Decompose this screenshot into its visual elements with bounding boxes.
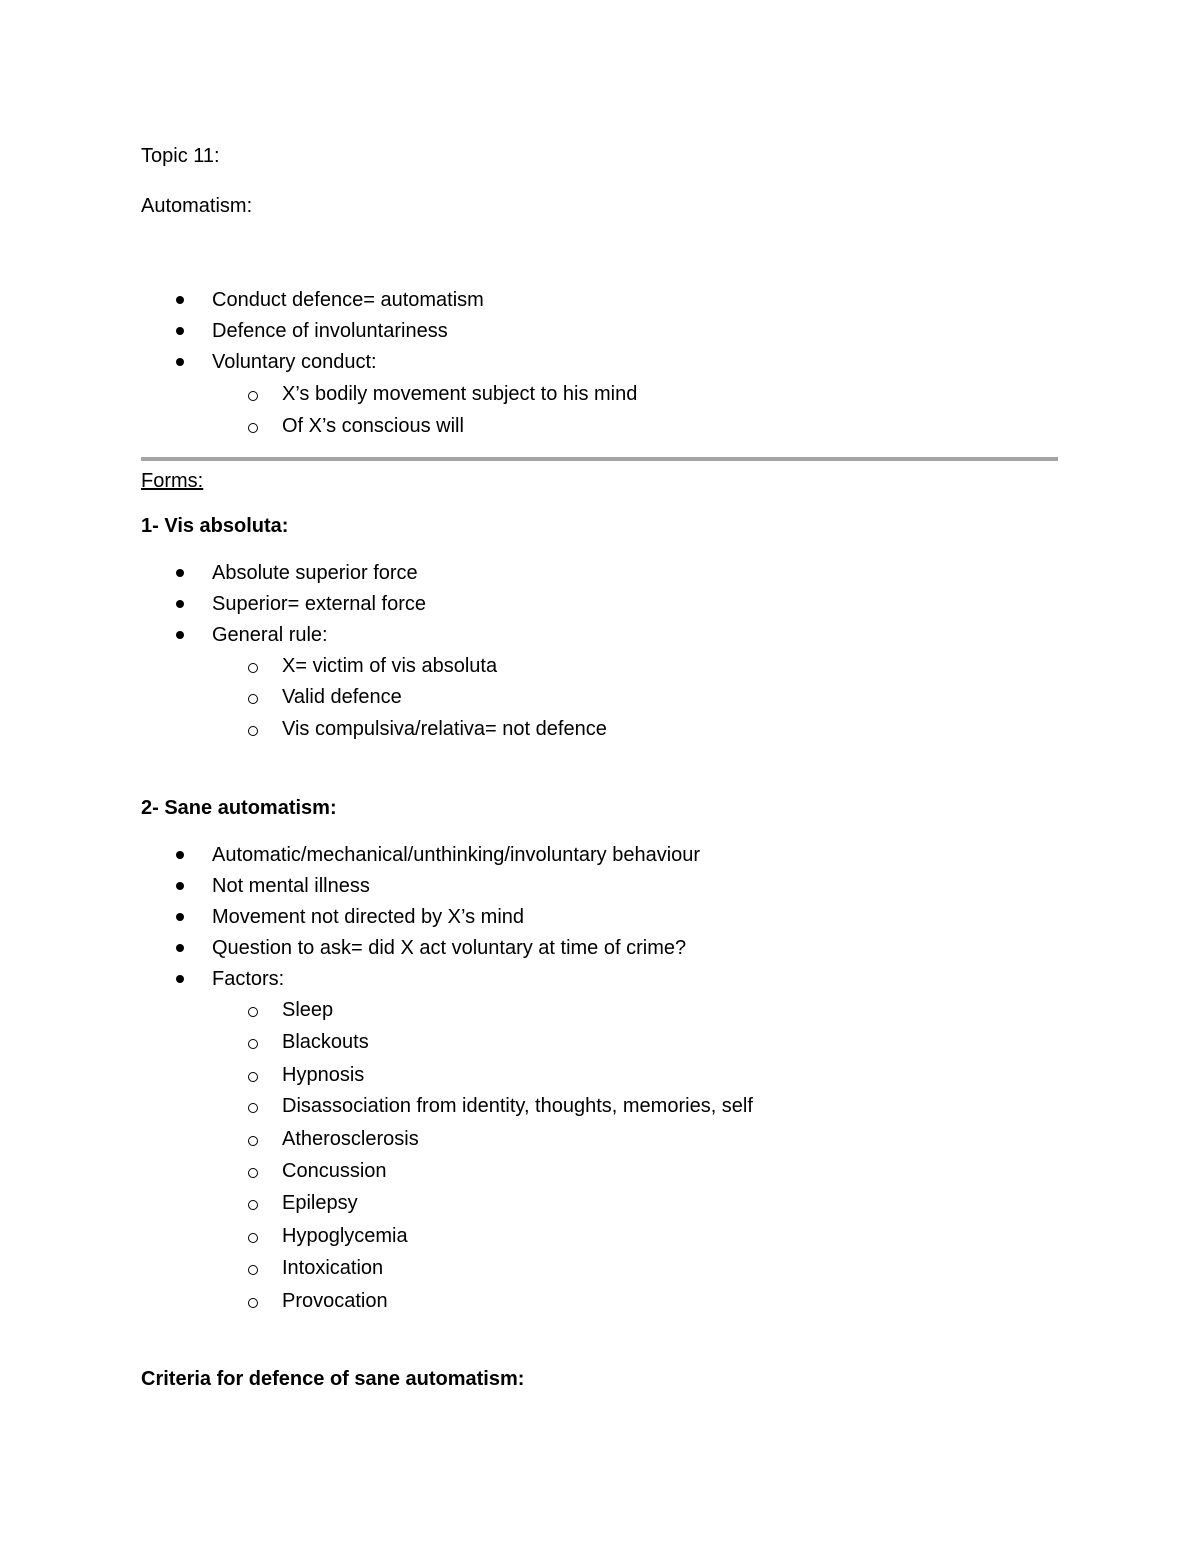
bullet-icon — [176, 913, 184, 921]
bullet-icon — [176, 944, 184, 952]
list-item: Movement not directed by X’s mind — [212, 906, 525, 928]
list-item: Defence of involuntariness — [212, 320, 448, 342]
factor-item: Disassociation from identity, thoughts, memories, self — [282, 1095, 753, 1117]
circle-bullet-icon — [248, 1265, 258, 1275]
circle-bullet-icon — [248, 423, 258, 433]
factor-item: Concussion — [282, 1160, 387, 1182]
subject-heading: Automatism: — [141, 195, 253, 217]
forms-label: Forms: — [141, 470, 204, 492]
bullet-icon — [176, 851, 184, 859]
circle-bullet-icon — [248, 391, 258, 401]
list-item: Question to ask= did X act voluntary at time of crime? — [212, 937, 687, 959]
list-item: Absolute superior force — [212, 562, 418, 584]
sub-list-item: Valid defence — [282, 686, 402, 708]
factor-item: Hypnosis — [282, 1064, 365, 1086]
list-item: Superior= external force — [212, 593, 427, 615]
circle-bullet-icon — [248, 1200, 258, 1210]
circle-bullet-icon — [248, 1136, 258, 1146]
factor-item: Atherosclerosis — [282, 1128, 419, 1150]
section-title-vis-absoluta: 1- Vis absoluta: — [141, 515, 289, 537]
factor-item: Provocation — [282, 1290, 388, 1312]
bullet-icon — [176, 327, 184, 335]
horizontal-rule — [141, 457, 1058, 461]
list-item: Factors: — [212, 968, 285, 990]
bullet-icon — [176, 600, 184, 608]
sub-list-item: Vis compulsiva/relativa= not defence — [282, 718, 607, 740]
factor-item: Blackouts — [282, 1031, 369, 1053]
topic-heading: Topic 11: — [141, 145, 220, 167]
list-item: General rule: — [212, 624, 328, 646]
circle-bullet-icon — [248, 694, 258, 704]
circle-bullet-icon — [248, 1072, 258, 1082]
bullet-icon — [176, 569, 184, 577]
factor-item: Hypoglycemia — [282, 1225, 408, 1247]
list-item: Automatic/mechanical/unthinking/involuntary behaviour — [212, 844, 701, 866]
bullet-icon — [176, 631, 184, 639]
circle-bullet-icon — [248, 726, 258, 736]
circle-bullet-icon — [248, 1233, 258, 1243]
circle-bullet-icon — [248, 1039, 258, 1049]
list-item: Voluntary conduct: — [212, 351, 377, 373]
bullet-icon — [176, 882, 184, 890]
bullet-icon — [176, 975, 184, 983]
circle-bullet-icon — [248, 1298, 258, 1308]
sub-list-item: Of X’s conscious will — [282, 415, 464, 437]
section-title-criteria: Criteria for defence of sane automatism: — [141, 1368, 525, 1390]
circle-bullet-icon — [248, 663, 258, 673]
sub-list-item: X= victim of vis absoluta — [282, 655, 498, 677]
bullet-icon — [176, 296, 184, 304]
factor-item: Epilepsy — [282, 1192, 358, 1214]
sub-list-item: X’s bodily movement subject to his mind — [282, 383, 638, 405]
circle-bullet-icon — [248, 1168, 258, 1178]
bullet-icon — [176, 358, 184, 366]
circle-bullet-icon — [248, 1007, 258, 1017]
list-item: Not mental illness — [212, 875, 370, 897]
section-title-sane-automatism: 2- Sane automatism: — [141, 797, 337, 819]
circle-bullet-icon — [248, 1103, 258, 1113]
factor-item: Intoxication — [282, 1257, 384, 1279]
factor-item: Sleep — [282, 999, 334, 1021]
list-item: Conduct defence= automatism — [212, 289, 484, 311]
